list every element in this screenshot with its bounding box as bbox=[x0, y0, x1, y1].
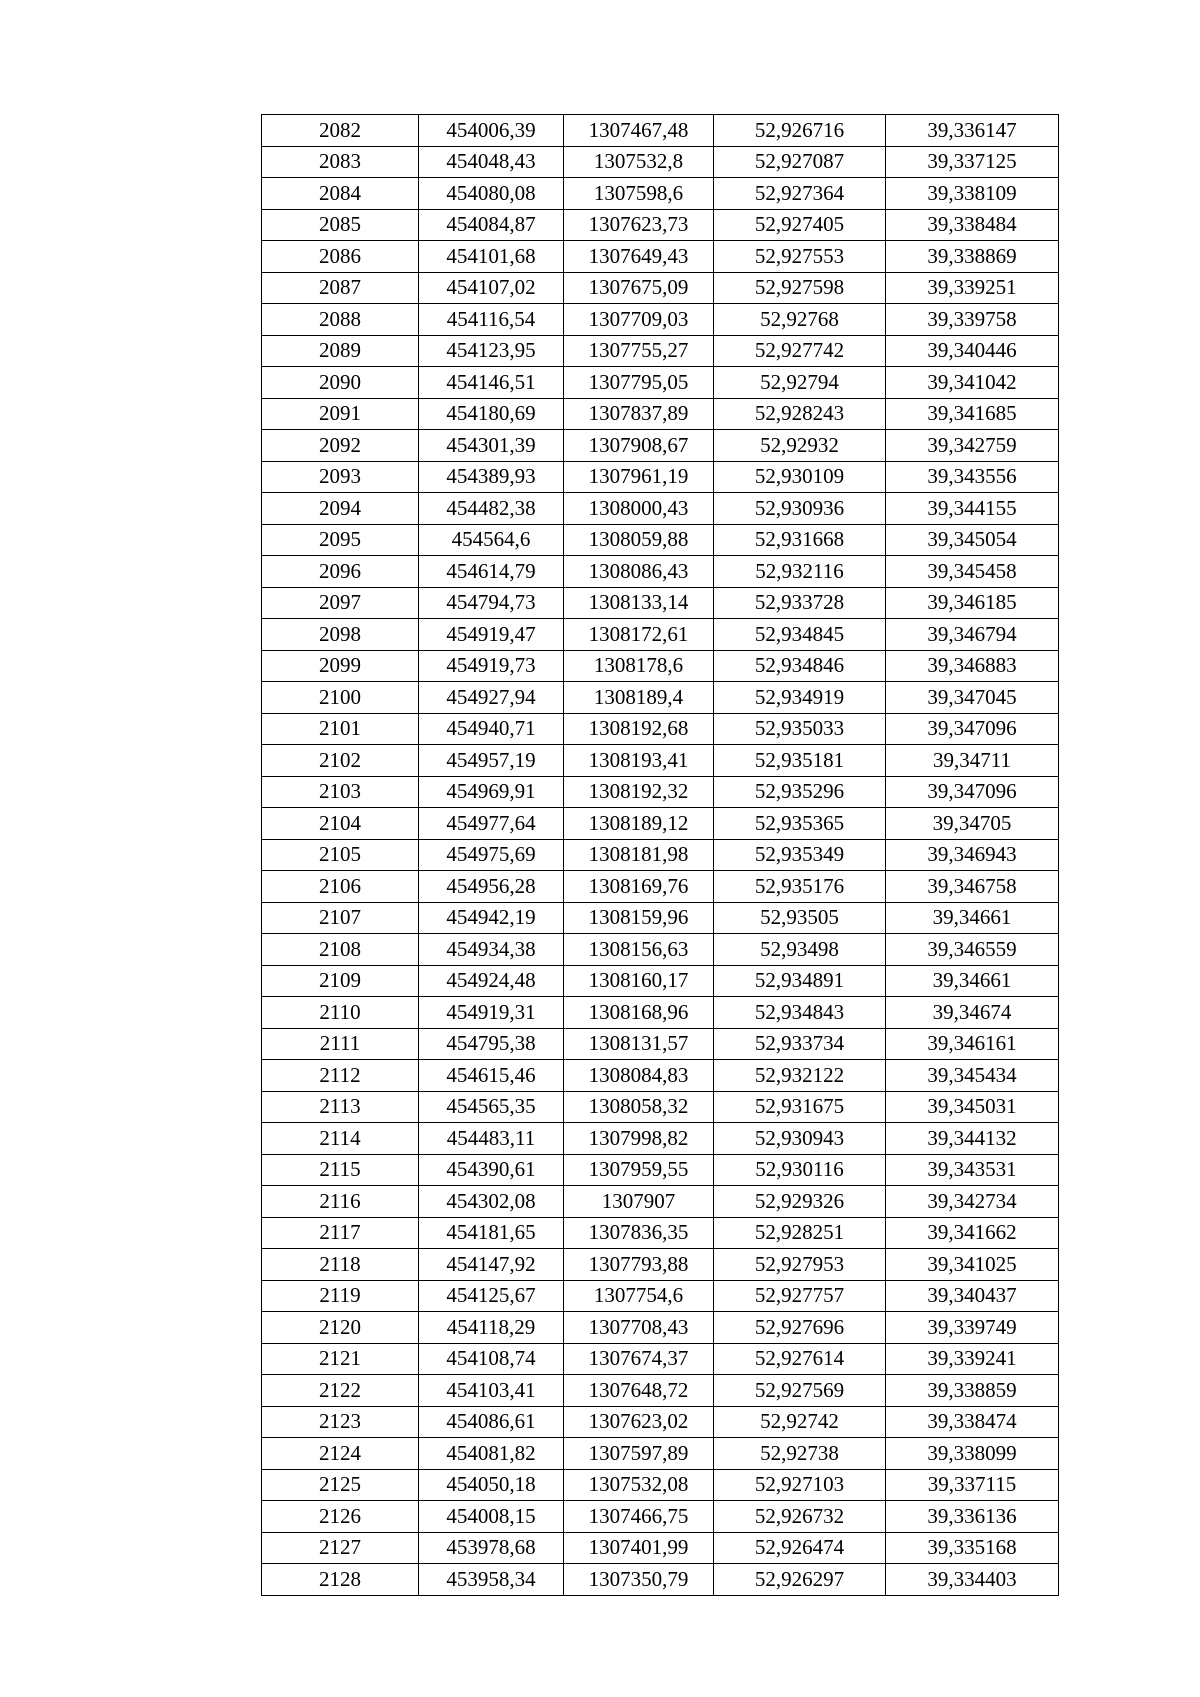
latitude-cell: 52,930943 bbox=[714, 1123, 886, 1155]
table-row bbox=[262, 713, 1059, 745]
y-coordinate-cell: 1308133,14 bbox=[564, 587, 714, 619]
latitude-cell: 52,92738 bbox=[714, 1438, 886, 1470]
y-coordinate-cell: 1307908,67 bbox=[564, 430, 714, 462]
latitude-cell: 52,935033 bbox=[714, 713, 886, 745]
latitude-cell: 52,934891 bbox=[714, 965, 886, 997]
table-row bbox=[262, 871, 1059, 903]
y-coordinate-cell: 1308084,83 bbox=[564, 1060, 714, 1092]
y-coordinate-cell: 1307532,8 bbox=[564, 146, 714, 178]
x-coordinate-cell: 454302,08 bbox=[419, 1186, 564, 1218]
longitude-cell: 39,34661 bbox=[886, 902, 1059, 934]
longitude-cell: 39,346794 bbox=[886, 619, 1059, 651]
longitude-cell: 39,337115 bbox=[886, 1469, 1059, 1501]
table-row bbox=[262, 1217, 1059, 1249]
y-coordinate-cell: 1307959,55 bbox=[564, 1154, 714, 1186]
point-number-cell: 2083 bbox=[262, 146, 419, 178]
y-coordinate-cell: 1307709,03 bbox=[564, 304, 714, 336]
table-row bbox=[262, 682, 1059, 714]
table-row bbox=[262, 934, 1059, 966]
x-coordinate-cell: 454107,02 bbox=[419, 272, 564, 304]
latitude-cell: 52,930116 bbox=[714, 1154, 886, 1186]
longitude-cell: 39,341685 bbox=[886, 398, 1059, 430]
x-coordinate-cell: 454564,6 bbox=[419, 524, 564, 556]
table-row bbox=[262, 272, 1059, 304]
longitude-cell: 39,339749 bbox=[886, 1312, 1059, 1344]
x-coordinate-cell: 454919,73 bbox=[419, 650, 564, 682]
table-row bbox=[262, 524, 1059, 556]
longitude-cell: 39,338109 bbox=[886, 178, 1059, 210]
longitude-cell: 39,336147 bbox=[886, 115, 1059, 147]
table-row bbox=[262, 1249, 1059, 1281]
latitude-cell: 52,928251 bbox=[714, 1217, 886, 1249]
latitude-cell: 52,935176 bbox=[714, 871, 886, 903]
coordinates-table bbox=[261, 114, 1059, 1596]
latitude-cell: 52,927614 bbox=[714, 1343, 886, 1375]
x-coordinate-cell: 454977,64 bbox=[419, 808, 564, 840]
latitude-cell: 52,934843 bbox=[714, 997, 886, 1029]
table-row bbox=[262, 1091, 1059, 1123]
longitude-cell: 39,34661 bbox=[886, 965, 1059, 997]
point-number-cell: 2106 bbox=[262, 871, 419, 903]
y-coordinate-cell: 1307793,88 bbox=[564, 1249, 714, 1281]
point-number-cell: 2103 bbox=[262, 776, 419, 808]
table-row bbox=[262, 1375, 1059, 1407]
table-row bbox=[262, 1532, 1059, 1564]
x-coordinate-cell: 454957,19 bbox=[419, 745, 564, 777]
x-coordinate-cell: 454614,79 bbox=[419, 556, 564, 588]
latitude-cell: 52,92932 bbox=[714, 430, 886, 462]
x-coordinate-cell: 454919,47 bbox=[419, 619, 564, 651]
y-coordinate-cell: 1307532,08 bbox=[564, 1469, 714, 1501]
latitude-cell: 52,927757 bbox=[714, 1280, 886, 1312]
point-number-cell: 2121 bbox=[262, 1343, 419, 1375]
table-row bbox=[262, 430, 1059, 462]
table-row bbox=[262, 1280, 1059, 1312]
x-coordinate-cell: 454146,51 bbox=[419, 367, 564, 399]
point-number-cell: 2113 bbox=[262, 1091, 419, 1123]
x-coordinate-cell: 454181,65 bbox=[419, 1217, 564, 1249]
table-row bbox=[262, 808, 1059, 840]
x-coordinate-cell: 454080,08 bbox=[419, 178, 564, 210]
x-coordinate-cell: 454795,38 bbox=[419, 1028, 564, 1060]
y-coordinate-cell: 1307597,89 bbox=[564, 1438, 714, 1470]
table-row bbox=[262, 461, 1059, 493]
y-coordinate-cell: 1308189,4 bbox=[564, 682, 714, 714]
latitude-cell: 52,927553 bbox=[714, 241, 886, 273]
y-coordinate-cell: 1308168,96 bbox=[564, 997, 714, 1029]
point-number-cell: 2086 bbox=[262, 241, 419, 273]
table-row bbox=[262, 1028, 1059, 1060]
x-coordinate-cell: 454301,39 bbox=[419, 430, 564, 462]
longitude-cell: 39,345434 bbox=[886, 1060, 1059, 1092]
point-number-cell: 2090 bbox=[262, 367, 419, 399]
y-coordinate-cell: 1307675,09 bbox=[564, 272, 714, 304]
x-coordinate-cell: 454924,48 bbox=[419, 965, 564, 997]
latitude-cell: 52,927364 bbox=[714, 178, 886, 210]
table-row bbox=[262, 1123, 1059, 1155]
point-number-cell: 2097 bbox=[262, 587, 419, 619]
point-number-cell: 2115 bbox=[262, 1154, 419, 1186]
y-coordinate-cell: 1307598,6 bbox=[564, 178, 714, 210]
y-coordinate-cell: 1308192,32 bbox=[564, 776, 714, 808]
latitude-cell: 52,930109 bbox=[714, 461, 886, 493]
point-number-cell: 2089 bbox=[262, 335, 419, 367]
point-number-cell: 2102 bbox=[262, 745, 419, 777]
y-coordinate-cell: 1308192,68 bbox=[564, 713, 714, 745]
latitude-cell: 52,927598 bbox=[714, 272, 886, 304]
y-coordinate-cell: 1307467,48 bbox=[564, 115, 714, 147]
longitude-cell: 39,341025 bbox=[886, 1249, 1059, 1281]
table-row bbox=[262, 587, 1059, 619]
point-number-cell: 2100 bbox=[262, 682, 419, 714]
longitude-cell: 39,345031 bbox=[886, 1091, 1059, 1123]
point-number-cell: 2110 bbox=[262, 997, 419, 1029]
x-coordinate-cell: 453978,68 bbox=[419, 1532, 564, 1564]
longitude-cell: 39,344132 bbox=[886, 1123, 1059, 1155]
latitude-cell: 52,934846 bbox=[714, 650, 886, 682]
point-number-cell: 2082 bbox=[262, 115, 419, 147]
y-coordinate-cell: 1308086,43 bbox=[564, 556, 714, 588]
latitude-cell: 52,933728 bbox=[714, 587, 886, 619]
point-number-cell: 2114 bbox=[262, 1123, 419, 1155]
longitude-cell: 39,346559 bbox=[886, 934, 1059, 966]
y-coordinate-cell: 1307623,73 bbox=[564, 209, 714, 241]
longitude-cell: 39,345458 bbox=[886, 556, 1059, 588]
x-coordinate-cell: 454050,18 bbox=[419, 1469, 564, 1501]
longitude-cell: 39,345054 bbox=[886, 524, 1059, 556]
latitude-cell: 52,927087 bbox=[714, 146, 886, 178]
y-coordinate-cell: 1307961,19 bbox=[564, 461, 714, 493]
longitude-cell: 39,338474 bbox=[886, 1406, 1059, 1438]
y-coordinate-cell: 1307907 bbox=[564, 1186, 714, 1218]
x-coordinate-cell: 454969,91 bbox=[419, 776, 564, 808]
point-number-cell: 2094 bbox=[262, 493, 419, 525]
point-number-cell: 2116 bbox=[262, 1186, 419, 1218]
latitude-cell: 52,928243 bbox=[714, 398, 886, 430]
x-coordinate-cell: 454008,15 bbox=[419, 1501, 564, 1533]
y-coordinate-cell: 1308169,76 bbox=[564, 871, 714, 903]
table-row bbox=[262, 1154, 1059, 1186]
y-coordinate-cell: 1308131,57 bbox=[564, 1028, 714, 1060]
longitude-cell: 39,340446 bbox=[886, 335, 1059, 367]
y-coordinate-cell: 1307837,89 bbox=[564, 398, 714, 430]
latitude-cell: 52,93505 bbox=[714, 902, 886, 934]
latitude-cell: 52,935296 bbox=[714, 776, 886, 808]
longitude-cell: 39,341662 bbox=[886, 1217, 1059, 1249]
longitude-cell: 39,342759 bbox=[886, 430, 1059, 462]
table-row bbox=[262, 965, 1059, 997]
latitude-cell: 52,927569 bbox=[714, 1375, 886, 1407]
latitude-cell: 52,934919 bbox=[714, 682, 886, 714]
latitude-cell: 52,930936 bbox=[714, 493, 886, 525]
latitude-cell: 52,926716 bbox=[714, 115, 886, 147]
table-row bbox=[262, 241, 1059, 273]
x-coordinate-cell: 454101,68 bbox=[419, 241, 564, 273]
y-coordinate-cell: 1308000,43 bbox=[564, 493, 714, 525]
longitude-cell: 39,340437 bbox=[886, 1280, 1059, 1312]
longitude-cell: 39,339251 bbox=[886, 272, 1059, 304]
y-coordinate-cell: 1308193,41 bbox=[564, 745, 714, 777]
point-number-cell: 2108 bbox=[262, 934, 419, 966]
longitude-cell: 39,334403 bbox=[886, 1564, 1059, 1596]
latitude-cell: 52,933734 bbox=[714, 1028, 886, 1060]
latitude-cell: 52,935349 bbox=[714, 839, 886, 871]
point-number-cell: 2099 bbox=[262, 650, 419, 682]
longitude-cell: 39,346161 bbox=[886, 1028, 1059, 1060]
point-number-cell: 2085 bbox=[262, 209, 419, 241]
longitude-cell: 39,342734 bbox=[886, 1186, 1059, 1218]
table-row bbox=[262, 1501, 1059, 1533]
longitude-cell: 39,339241 bbox=[886, 1343, 1059, 1375]
x-coordinate-cell: 454482,38 bbox=[419, 493, 564, 525]
latitude-cell: 52,935181 bbox=[714, 745, 886, 777]
x-coordinate-cell: 454084,87 bbox=[419, 209, 564, 241]
x-coordinate-cell: 454565,35 bbox=[419, 1091, 564, 1123]
latitude-cell: 52,932116 bbox=[714, 556, 886, 588]
latitude-cell: 52,927696 bbox=[714, 1312, 886, 1344]
x-coordinate-cell: 454086,61 bbox=[419, 1406, 564, 1438]
y-coordinate-cell: 1308160,17 bbox=[564, 965, 714, 997]
x-coordinate-cell: 454180,69 bbox=[419, 398, 564, 430]
y-coordinate-cell: 1307836,35 bbox=[564, 1217, 714, 1249]
longitude-cell: 39,343531 bbox=[886, 1154, 1059, 1186]
y-coordinate-cell: 1307754,6 bbox=[564, 1280, 714, 1312]
point-number-cell: 2111 bbox=[262, 1028, 419, 1060]
table-row bbox=[262, 1060, 1059, 1092]
y-coordinate-cell: 1308159,96 bbox=[564, 902, 714, 934]
x-coordinate-cell: 454125,67 bbox=[419, 1280, 564, 1312]
table-row bbox=[262, 997, 1059, 1029]
y-coordinate-cell: 1308172,61 bbox=[564, 619, 714, 651]
table-row bbox=[262, 1406, 1059, 1438]
point-number-cell: 2104 bbox=[262, 808, 419, 840]
longitude-cell: 39,347096 bbox=[886, 713, 1059, 745]
table-row bbox=[262, 367, 1059, 399]
latitude-cell: 52,931675 bbox=[714, 1091, 886, 1123]
x-coordinate-cell: 454108,74 bbox=[419, 1343, 564, 1375]
point-number-cell: 2118 bbox=[262, 1249, 419, 1281]
point-number-cell: 2127 bbox=[262, 1532, 419, 1564]
longitude-cell: 39,34674 bbox=[886, 997, 1059, 1029]
y-coordinate-cell: 1307708,43 bbox=[564, 1312, 714, 1344]
x-coordinate-cell: 454483,11 bbox=[419, 1123, 564, 1155]
x-coordinate-cell: 454081,82 bbox=[419, 1438, 564, 1470]
latitude-cell: 52,926474 bbox=[714, 1532, 886, 1564]
latitude-cell: 52,927953 bbox=[714, 1249, 886, 1281]
table-row bbox=[262, 650, 1059, 682]
latitude-cell: 52,926732 bbox=[714, 1501, 886, 1533]
x-coordinate-cell: 454794,73 bbox=[419, 587, 564, 619]
longitude-cell: 39,339758 bbox=[886, 304, 1059, 336]
latitude-cell: 52,931668 bbox=[714, 524, 886, 556]
latitude-cell: 52,93498 bbox=[714, 934, 886, 966]
point-number-cell: 2128 bbox=[262, 1564, 419, 1596]
y-coordinate-cell: 1307623,02 bbox=[564, 1406, 714, 1438]
table-row bbox=[262, 556, 1059, 588]
table-row bbox=[262, 115, 1059, 147]
table-row bbox=[262, 1186, 1059, 1218]
x-coordinate-cell: 454116,54 bbox=[419, 304, 564, 336]
x-coordinate-cell: 454123,95 bbox=[419, 335, 564, 367]
table-row bbox=[262, 398, 1059, 430]
longitude-cell: 39,335168 bbox=[886, 1532, 1059, 1564]
point-number-cell: 2124 bbox=[262, 1438, 419, 1470]
y-coordinate-cell: 1308058,32 bbox=[564, 1091, 714, 1123]
latitude-cell: 52,927742 bbox=[714, 335, 886, 367]
y-coordinate-cell: 1308178,6 bbox=[564, 650, 714, 682]
point-number-cell: 2084 bbox=[262, 178, 419, 210]
longitude-cell: 39,346883 bbox=[886, 650, 1059, 682]
longitude-cell: 39,338869 bbox=[886, 241, 1059, 273]
latitude-cell: 52,935365 bbox=[714, 808, 886, 840]
point-number-cell: 2119 bbox=[262, 1280, 419, 1312]
x-coordinate-cell: 454006,39 bbox=[419, 115, 564, 147]
point-number-cell: 2112 bbox=[262, 1060, 419, 1092]
x-coordinate-cell: 454927,94 bbox=[419, 682, 564, 714]
x-coordinate-cell: 454919,31 bbox=[419, 997, 564, 1029]
longitude-cell: 39,34711 bbox=[886, 745, 1059, 777]
x-coordinate-cell: 453958,34 bbox=[419, 1564, 564, 1596]
point-number-cell: 2093 bbox=[262, 461, 419, 493]
point-number-cell: 2126 bbox=[262, 1501, 419, 1533]
point-number-cell: 2122 bbox=[262, 1375, 419, 1407]
longitude-cell: 39,346943 bbox=[886, 839, 1059, 871]
table-row bbox=[262, 335, 1059, 367]
x-coordinate-cell: 454942,19 bbox=[419, 902, 564, 934]
table-row bbox=[262, 146, 1059, 178]
point-number-cell: 2107 bbox=[262, 902, 419, 934]
x-coordinate-cell: 454118,29 bbox=[419, 1312, 564, 1344]
x-coordinate-cell: 454975,69 bbox=[419, 839, 564, 871]
point-number-cell: 2091 bbox=[262, 398, 419, 430]
longitude-cell: 39,338484 bbox=[886, 209, 1059, 241]
table-row bbox=[262, 776, 1059, 808]
longitude-cell: 39,337125 bbox=[886, 146, 1059, 178]
table-row bbox=[262, 1312, 1059, 1344]
y-coordinate-cell: 1308189,12 bbox=[564, 808, 714, 840]
y-coordinate-cell: 1307350,79 bbox=[564, 1564, 714, 1596]
point-number-cell: 2123 bbox=[262, 1406, 419, 1438]
longitude-cell: 39,344155 bbox=[886, 493, 1059, 525]
point-number-cell: 2105 bbox=[262, 839, 419, 871]
latitude-cell: 52,927405 bbox=[714, 209, 886, 241]
longitude-cell: 39,336136 bbox=[886, 1501, 1059, 1533]
coordinates-table-body bbox=[262, 115, 1059, 1596]
point-number-cell: 2092 bbox=[262, 430, 419, 462]
x-coordinate-cell: 454048,43 bbox=[419, 146, 564, 178]
table-row bbox=[262, 1343, 1059, 1375]
latitude-cell: 52,932122 bbox=[714, 1060, 886, 1092]
table-row bbox=[262, 902, 1059, 934]
latitude-cell: 52,926297 bbox=[714, 1564, 886, 1596]
x-coordinate-cell: 454389,93 bbox=[419, 461, 564, 493]
longitude-cell: 39,338099 bbox=[886, 1438, 1059, 1470]
y-coordinate-cell: 1307648,72 bbox=[564, 1375, 714, 1407]
x-coordinate-cell: 454147,92 bbox=[419, 1249, 564, 1281]
x-coordinate-cell: 454940,71 bbox=[419, 713, 564, 745]
x-coordinate-cell: 454615,46 bbox=[419, 1060, 564, 1092]
y-coordinate-cell: 1307401,99 bbox=[564, 1532, 714, 1564]
point-number-cell: 2109 bbox=[262, 965, 419, 997]
y-coordinate-cell: 1308156,63 bbox=[564, 934, 714, 966]
longitude-cell: 39,346185 bbox=[886, 587, 1059, 619]
point-number-cell: 2125 bbox=[262, 1469, 419, 1501]
table-row bbox=[262, 1438, 1059, 1470]
latitude-cell: 52,92742 bbox=[714, 1406, 886, 1438]
x-coordinate-cell: 454390,61 bbox=[419, 1154, 564, 1186]
longitude-cell: 39,34705 bbox=[886, 808, 1059, 840]
point-number-cell: 2095 bbox=[262, 524, 419, 556]
table-row bbox=[262, 493, 1059, 525]
point-number-cell: 2101 bbox=[262, 713, 419, 745]
longitude-cell: 39,347045 bbox=[886, 682, 1059, 714]
y-coordinate-cell: 1307795,05 bbox=[564, 367, 714, 399]
table-row bbox=[262, 839, 1059, 871]
y-coordinate-cell: 1308181,98 bbox=[564, 839, 714, 871]
longitude-cell: 39,346758 bbox=[886, 871, 1059, 903]
table-row bbox=[262, 209, 1059, 241]
longitude-cell: 39,347096 bbox=[886, 776, 1059, 808]
y-coordinate-cell: 1308059,88 bbox=[564, 524, 714, 556]
table-row bbox=[262, 1469, 1059, 1501]
y-coordinate-cell: 1307674,37 bbox=[564, 1343, 714, 1375]
point-number-cell: 2088 bbox=[262, 304, 419, 336]
latitude-cell: 52,92768 bbox=[714, 304, 886, 336]
y-coordinate-cell: 1307998,82 bbox=[564, 1123, 714, 1155]
latitude-cell: 52,927103 bbox=[714, 1469, 886, 1501]
table-row bbox=[262, 745, 1059, 777]
latitude-cell: 52,934845 bbox=[714, 619, 886, 651]
point-number-cell: 2087 bbox=[262, 272, 419, 304]
y-coordinate-cell: 1307755,27 bbox=[564, 335, 714, 367]
point-number-cell: 2117 bbox=[262, 1217, 419, 1249]
x-coordinate-cell: 454103,41 bbox=[419, 1375, 564, 1407]
table-row bbox=[262, 304, 1059, 336]
table-row bbox=[262, 619, 1059, 651]
point-number-cell: 2098 bbox=[262, 619, 419, 651]
longitude-cell: 39,343556 bbox=[886, 461, 1059, 493]
point-number-cell: 2120 bbox=[262, 1312, 419, 1344]
table-row bbox=[262, 1564, 1059, 1596]
point-number-cell: 2096 bbox=[262, 556, 419, 588]
x-coordinate-cell: 454956,28 bbox=[419, 871, 564, 903]
y-coordinate-cell: 1307649,43 bbox=[564, 241, 714, 273]
latitude-cell: 52,92794 bbox=[714, 367, 886, 399]
y-coordinate-cell: 1307466,75 bbox=[564, 1501, 714, 1533]
longitude-cell: 39,338859 bbox=[886, 1375, 1059, 1407]
latitude-cell: 52,929326 bbox=[714, 1186, 886, 1218]
table-row bbox=[262, 178, 1059, 210]
longitude-cell: 39,341042 bbox=[886, 367, 1059, 399]
x-coordinate-cell: 454934,38 bbox=[419, 934, 564, 966]
